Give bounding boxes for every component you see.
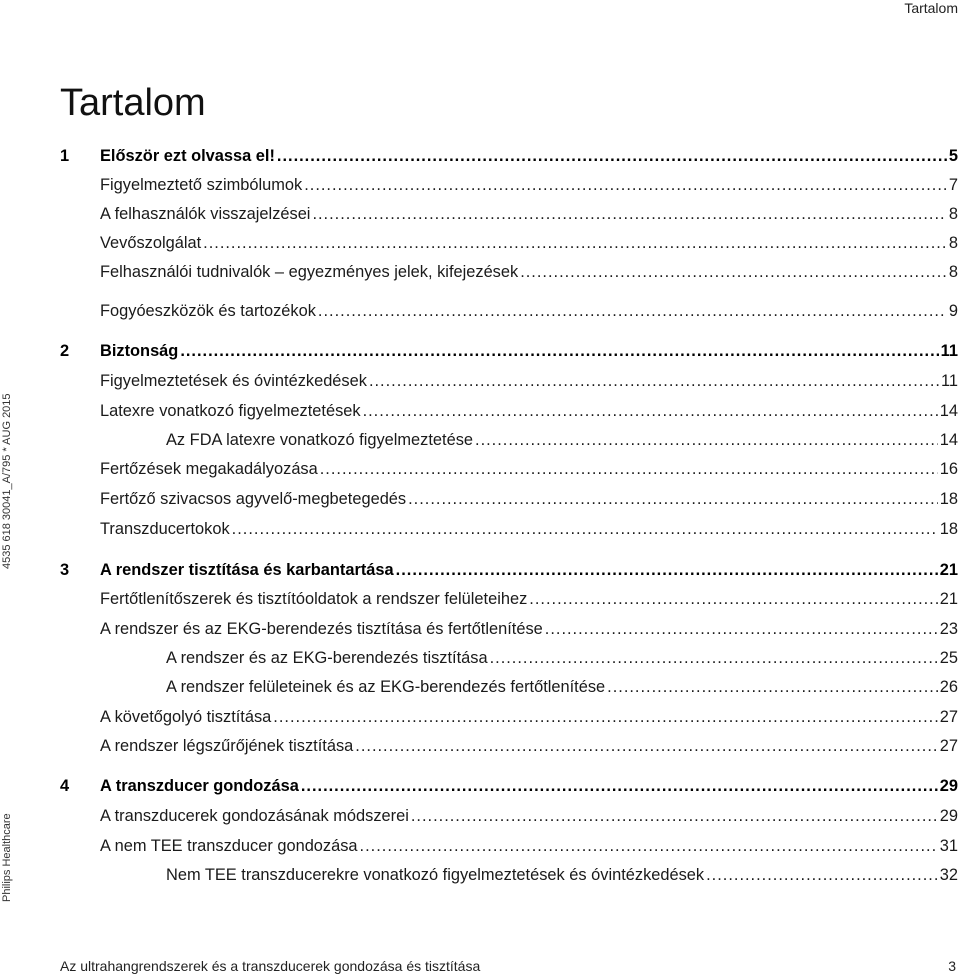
- toc-entry-title: Fogyóeszközök és tartozékok: [100, 302, 316, 320]
- toc-entry[interactable]: [60, 649, 958, 673]
- toc-entry-number: 2: [60, 342, 70, 360]
- toc-entry[interactable]: [60, 234, 958, 258]
- toc-entry[interactable]: [60, 263, 958, 287]
- toc-entry-page: 18: [939, 490, 958, 508]
- toc-dot-leader: [277, 147, 947, 166]
- toc-entry-title: A rendszer és az EKG-berendezés tisztítása és fertőtlenítése: [100, 620, 543, 638]
- page-title: Tartalom: [60, 82, 206, 124]
- toc-entry-title: A rendszer légszűrőjének tisztítása: [100, 737, 354, 755]
- toc-entry-page: 14: [939, 431, 958, 449]
- toc-entry-title: Fertőzések megakadályozása: [100, 460, 318, 478]
- toc-dot-leader: [408, 490, 938, 509]
- toc-entry[interactable]: [60, 147, 958, 171]
- toc-entry[interactable]: [60, 342, 958, 366]
- toc-dot-leader: [355, 737, 937, 756]
- toc-dot-leader: [273, 708, 937, 727]
- toc-entry[interactable]: [60, 302, 958, 326]
- toc-entry-title: Latexre vonatkozó figyelmeztetések: [100, 402, 361, 420]
- toc-dot-leader: [360, 837, 938, 856]
- toc-dot-leader: [203, 234, 947, 253]
- toc-entry-number: 4: [60, 777, 70, 795]
- toc-entry-page: 9: [948, 302, 958, 320]
- toc-dot-leader: [475, 431, 938, 450]
- toc-entry[interactable]: [60, 520, 958, 544]
- toc-dot-leader: [411, 807, 938, 826]
- toc-entry-title: A rendszer tisztítása és karbantartása: [100, 561, 394, 579]
- toc-dot-leader: [318, 302, 947, 321]
- toc-dot-leader: [490, 649, 938, 668]
- toc-entry[interactable]: [60, 490, 958, 514]
- toc-entry-page: 11: [940, 342, 958, 360]
- toc-entry-title: A követőgolyó tisztítása: [100, 708, 272, 726]
- toc-entry[interactable]: [60, 205, 958, 229]
- toc-entry-page: 14: [939, 402, 958, 420]
- side-document-code: 4535 618 30041_A/795 * AUG 2015: [1, 393, 13, 569]
- toc-entry-page: 27: [939, 737, 958, 755]
- toc-entry-title: Az FDA latexre vonatkozó figyelmeztetése: [166, 431, 474, 449]
- toc-entry-page: 11: [940, 372, 958, 390]
- toc-entry-title: Nem TEE transzducerekre vonatkozó figyelmeztetések és óvintézkedések: [166, 866, 705, 884]
- toc-dot-leader: [520, 263, 947, 282]
- toc-entry-title: Figyelmeztetések és óvintézkedések: [100, 372, 367, 390]
- toc-entry-title: Fertőző szivacsos agyvelő-megbetegedés: [100, 490, 407, 508]
- toc-dot-leader: [320, 460, 938, 479]
- toc-entry-title: A transzducer gondozása: [100, 777, 299, 795]
- toc-entry-title: A transzducerek gondozásának módszerei: [100, 807, 409, 825]
- toc-entry-title: A rendszer és az EKG-berendezés tisztítása: [166, 649, 488, 667]
- toc-dot-leader: [369, 372, 939, 391]
- toc-entry[interactable]: [60, 460, 958, 484]
- toc-entry-page: 5: [948, 147, 958, 165]
- toc-entry[interactable]: [60, 402, 958, 426]
- toc-entry-page: 8: [948, 263, 958, 281]
- toc-dot-leader: [180, 342, 938, 361]
- toc-entry-page: 32: [939, 866, 958, 884]
- toc-entry[interactable]: [60, 678, 958, 702]
- toc-entry[interactable]: [60, 561, 958, 585]
- toc-dot-leader: [363, 402, 938, 421]
- running-header: Tartalom: [904, 0, 958, 16]
- toc-entry-page: 31: [939, 837, 958, 855]
- toc-entry-page: 18: [939, 520, 958, 538]
- toc-dot-leader: [529, 590, 937, 609]
- toc-entry-page: 29: [939, 777, 958, 795]
- footer-page-number: 3: [948, 958, 956, 974]
- toc-dot-leader: [706, 866, 938, 885]
- toc-entry-title: Fertőtlenítőszerek és tisztítóoldatok a rendszer felületeihez: [100, 590, 528, 608]
- toc-entry-title: A nem TEE transzducer gondozása: [100, 837, 358, 855]
- toc-entry-title: A rendszer felületeinek és az EKG-berendezés fertőtlenítése: [166, 678, 606, 696]
- toc-entry-page: 8: [948, 205, 958, 223]
- toc-entry-title: Felhasználói tudnivalók – egyezményes jelek, kifejezések: [100, 263, 519, 281]
- toc-entry-page: 21: [939, 590, 958, 608]
- toc-entry[interactable]: [60, 777, 958, 801]
- toc-dot-leader: [312, 205, 946, 224]
- toc-entry-page: 23: [939, 620, 958, 638]
- toc-entry-number: 3: [60, 561, 70, 579]
- toc-entry-page: 26: [939, 678, 958, 696]
- toc-entry[interactable]: [60, 176, 958, 200]
- toc-entry-page: 21: [939, 561, 958, 579]
- toc-entry[interactable]: [60, 708, 958, 732]
- toc-entry[interactable]: [60, 737, 958, 761]
- toc-dot-leader: [301, 777, 938, 796]
- toc-entry[interactable]: [60, 866, 958, 890]
- toc-entry-page: 25: [939, 649, 958, 667]
- side-brand-label: Philips Healthcare: [1, 813, 13, 902]
- toc-dot-leader: [396, 561, 938, 580]
- toc-entry-page: 29: [939, 807, 958, 825]
- toc-entry-title: A felhasználók visszajelzései: [100, 205, 311, 223]
- toc-entry-page: 8: [948, 234, 958, 252]
- toc-entry-title: Figyelmeztető szimbólumok: [100, 176, 303, 194]
- toc-dot-leader: [607, 678, 938, 697]
- toc-entry-page: 16: [939, 460, 958, 478]
- toc-entry[interactable]: [60, 837, 958, 861]
- toc-dot-leader: [232, 520, 938, 539]
- toc-entry-title: Először ezt olvassa el!: [100, 147, 275, 165]
- toc-entry[interactable]: [60, 807, 958, 831]
- toc-entry[interactable]: [60, 431, 958, 455]
- toc-dot-leader: [304, 176, 947, 195]
- toc-entry-title: Transzducertokok: [100, 520, 230, 538]
- toc-dot-leader: [545, 620, 938, 639]
- toc-entry-page: 7: [948, 176, 958, 194]
- toc-entry[interactable]: [60, 372, 958, 396]
- toc-entry-number: 1: [60, 147, 70, 165]
- toc-entry[interactable]: [60, 590, 958, 614]
- toc-entry[interactable]: [60, 620, 958, 644]
- toc-entry-title: Vevőszolgálat: [100, 234, 202, 252]
- footer-title: Az ultrahangrendszerek és a transzducerek gondozása és tisztítása: [60, 958, 481, 974]
- toc-entry-title: Biztonság: [100, 342, 179, 360]
- toc-entry-page: 27: [939, 708, 958, 726]
